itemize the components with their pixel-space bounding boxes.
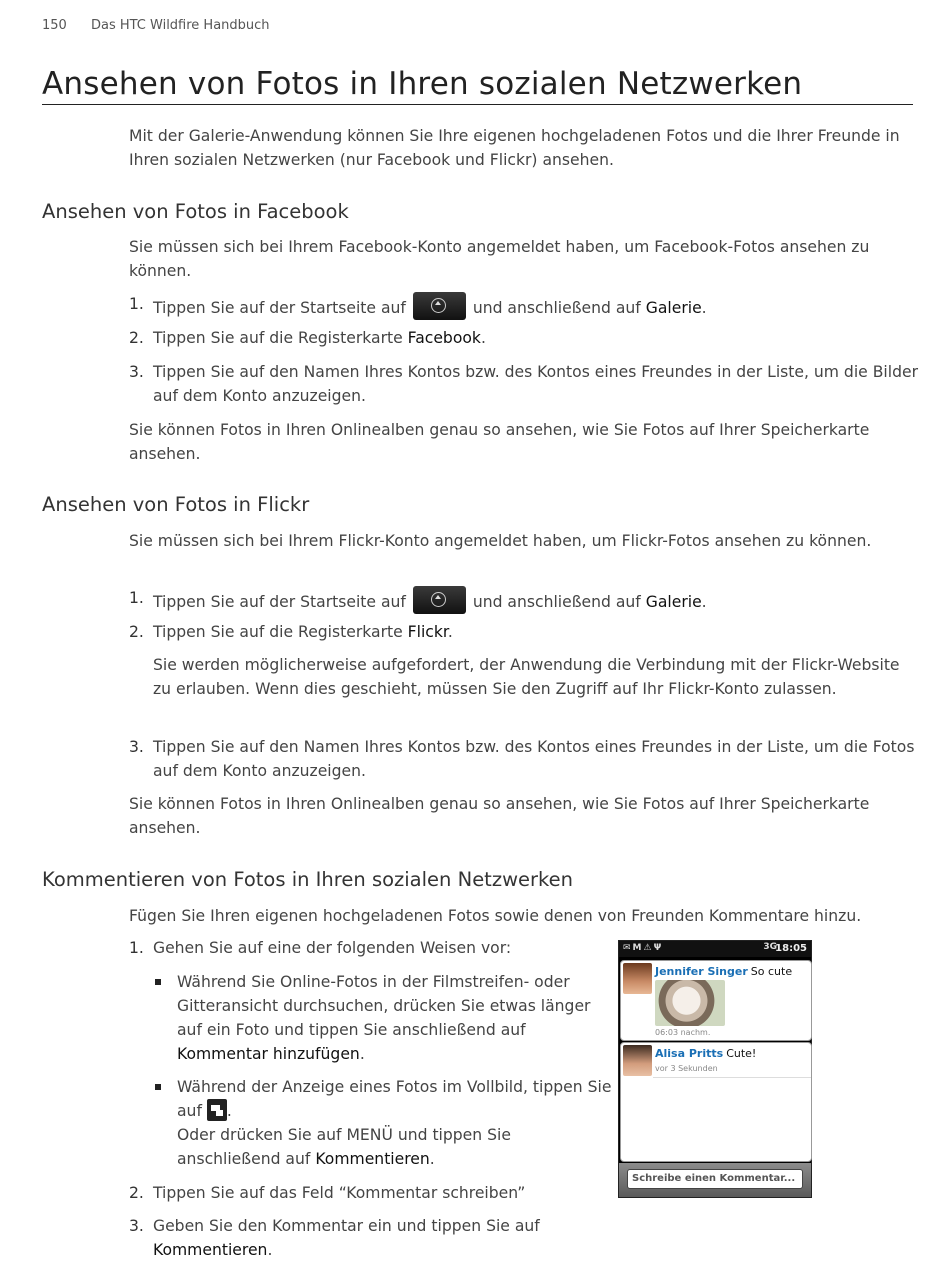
step-text: Gehen Sie auf eine der folgenden Weisen vor: <box>153 939 512 957</box>
step-number: 3. <box>129 363 144 381</box>
punctuation: . <box>226 1102 232 1120</box>
intro-paragraph: Mit der Galerie-Anwendung können Sie Ihre eigenen hochgeladenen Fotos und die Ihrer Freunde in Ihren sozialen Netzwerken (nur Facebook und Flickr) ansehen. <box>129 127 900 169</box>
commenter-name: Jennifer Singer So cute <box>655 965 793 978</box>
step-text: Tippen Sie auf die Registerkarte <box>153 623 403 641</box>
flickr-step-2-note <box>129 653 919 701</box>
all-apps-button-icon <box>413 586 466 614</box>
kommentar-hinzufuegen-label: Kommentar hinzufügen <box>177 1045 360 1063</box>
step-number: 3. <box>129 1217 144 1235</box>
avatar <box>623 1045 652 1076</box>
step-number: 2. <box>129 329 144 347</box>
comment-time: vor 3 Sekunden <box>655 1064 718 1073</box>
step-text: Tippen Sie auf den Namen Ihres Kontos bzw. des Kontos eines Freundes in der Liste, um die Fotos auf dem Konto anzuzeigen. <box>153 738 915 780</box>
comment-bullet-1 <box>153 970 613 1066</box>
page-number: 150 <box>42 18 67 33</box>
step-number: 2. <box>129 1184 144 1202</box>
facebook-heading: Ansehen von Fotos in Facebook <box>42 200 349 223</box>
bullet-square-icon <box>155 979 161 985</box>
step-text: und anschließend auf <box>472 299 641 317</box>
page-title: Ansehen von Fotos in Ihren sozialen Netzwerken <box>42 66 913 105</box>
step-number: 1. <box>129 589 144 607</box>
all-apps-button-icon <box>413 292 466 320</box>
comment-text: Cute! <box>726 1047 757 1060</box>
punctuation: . <box>447 623 453 641</box>
commenter-name: Alisa Pritts Cute! <box>655 1047 757 1060</box>
comment-heading: Kommentieren von Fotos in Ihren sozialen Netzwerken <box>42 868 573 891</box>
step-text: Tippen Sie auf die Registerkarte <box>153 329 403 347</box>
facebook-step-1 <box>129 292 919 320</box>
flickr-outro: Sie können Fotos in Ihren Onlinealben genau so ansehen, wie Sie Fotos auf Ihrer Speicherkarte ansehen. <box>129 795 870 837</box>
step-number: 2. <box>129 623 144 641</box>
comment-bullet-2 <box>153 1075 613 1171</box>
step-text: Tippen Sie auf den Namen Ihres Kontos bzw. des Kontos eines Freundes in der Liste, um die Bilder auf dem Konto anzuzeigen. <box>153 363 918 405</box>
comment-text: So cute <box>750 965 793 978</box>
comment-time: 06:03 nachm. <box>655 1028 711 1037</box>
notification-icons: ✉M⚠Ψ <box>623 943 664 953</box>
bullet-text: Während der Anzeige eines Fotos im Vollbild, tippen Sie auf <box>177 1078 612 1120</box>
status-bar <box>619 941 811 957</box>
punctuation: . <box>701 299 707 317</box>
comment-step-2 <box>129 1181 599 1205</box>
facebook-tab-label: Facebook <box>407 329 481 347</box>
bullet-square-icon <box>155 1084 161 1090</box>
facebook-outro: Sie können Fotos in Ihren Onlinealben genau so ansehen, wie Sie Fotos auf Ihrer Speicherkarte ansehen. <box>129 421 870 463</box>
flickr-step-2 <box>129 620 919 644</box>
avatar <box>623 963 652 994</box>
step-number: 3. <box>129 738 144 756</box>
flickr-heading: Ansehen von Fotos in Flickr <box>42 493 310 516</box>
comment-input-bar <box>619 1163 811 1197</box>
facebook-step-2 <box>129 326 919 350</box>
flickr-step-3 <box>129 735 919 783</box>
step-number: 1. <box>129 939 144 957</box>
facebook-step-3 <box>129 360 919 408</box>
divider <box>653 1077 811 1078</box>
comment-intro: Fügen Sie Ihren eigenen hochgeladenen Fotos sowie denen von Freunden Kommentare hinzu. <box>129 907 862 925</box>
kommentieren-label: Kommentieren <box>315 1150 430 1168</box>
step-text: Tippen Sie auf der Startseite auf <box>153 299 406 317</box>
facebook-intro: Sie müssen sich bei Ihrem Facebook-Konto angemeldet haben, um Facebook-Fotos ansehen zu können. <box>129 238 870 280</box>
punctuation: . <box>701 593 707 611</box>
kommentieren-label: Kommentieren <box>153 1241 268 1259</box>
galerie-label: Galerie <box>645 593 702 611</box>
flickr-intro: Sie müssen sich bei Ihrem Flickr-Konto angemeldet haben, um Flickr-Fotos ansehen zu können. <box>129 532 872 550</box>
cat-photo-thumbnail[interactable] <box>655 980 725 1026</box>
flickr-tab-label: Flickr <box>407 623 448 641</box>
book-title: Das HTC Wildfire Handbuch <box>90 18 270 33</box>
status-time: 18:05 <box>775 943 807 954</box>
step-text: Geben Sie den Kommentar ein und tippen Sie auf <box>153 1217 540 1235</box>
punctuation: . <box>429 1150 435 1168</box>
comment-step-1 <box>129 936 599 960</box>
page-header <box>42 18 270 33</box>
comment-item[interactable] <box>620 960 812 1041</box>
step-text: und anschließend auf <box>472 593 641 611</box>
bullet-text: Oder drücken Sie auf MENÜ und tippen Sie anschließend auf <box>177 1126 511 1168</box>
punctuation: . <box>359 1045 365 1063</box>
comment-step-3 <box>129 1214 599 1262</box>
network-indicator: 3G <box>763 942 777 952</box>
phone-screenshot <box>618 940 812 1198</box>
punctuation: . <box>480 329 486 347</box>
galerie-label: Galerie <box>645 299 702 317</box>
note-text: Sie werden möglicherweise aufgefordert, der Anwendung die Verbindung mit der Flickr-Website zu erlauben. Wenn dies geschieht, müssen Sie den Zugriff auf Ihr Flickr-Konto zulassen. <box>153 656 900 698</box>
step-text: Tippen Sie auf das Feld “Kommentar schreiben” <box>153 1184 526 1202</box>
comment-item[interactable] <box>620 1042 812 1162</box>
step-number: 1. <box>129 295 144 313</box>
comment-input[interactable]: Schreibe einen Kommentar... <box>627 1169 803 1189</box>
comment-icon <box>207 1099 227 1121</box>
step-text: Tippen Sie auf der Startseite auf <box>153 593 406 611</box>
punctuation: . <box>267 1241 273 1259</box>
bullet-text: Während Sie Online-Fotos in der Filmstreifen- oder Gitteransicht durchsuchen, drücken Sie etwas länger auf ein Foto und tippen Sie anschließend auf <box>177 973 591 1039</box>
flickr-step-1 <box>129 586 919 614</box>
